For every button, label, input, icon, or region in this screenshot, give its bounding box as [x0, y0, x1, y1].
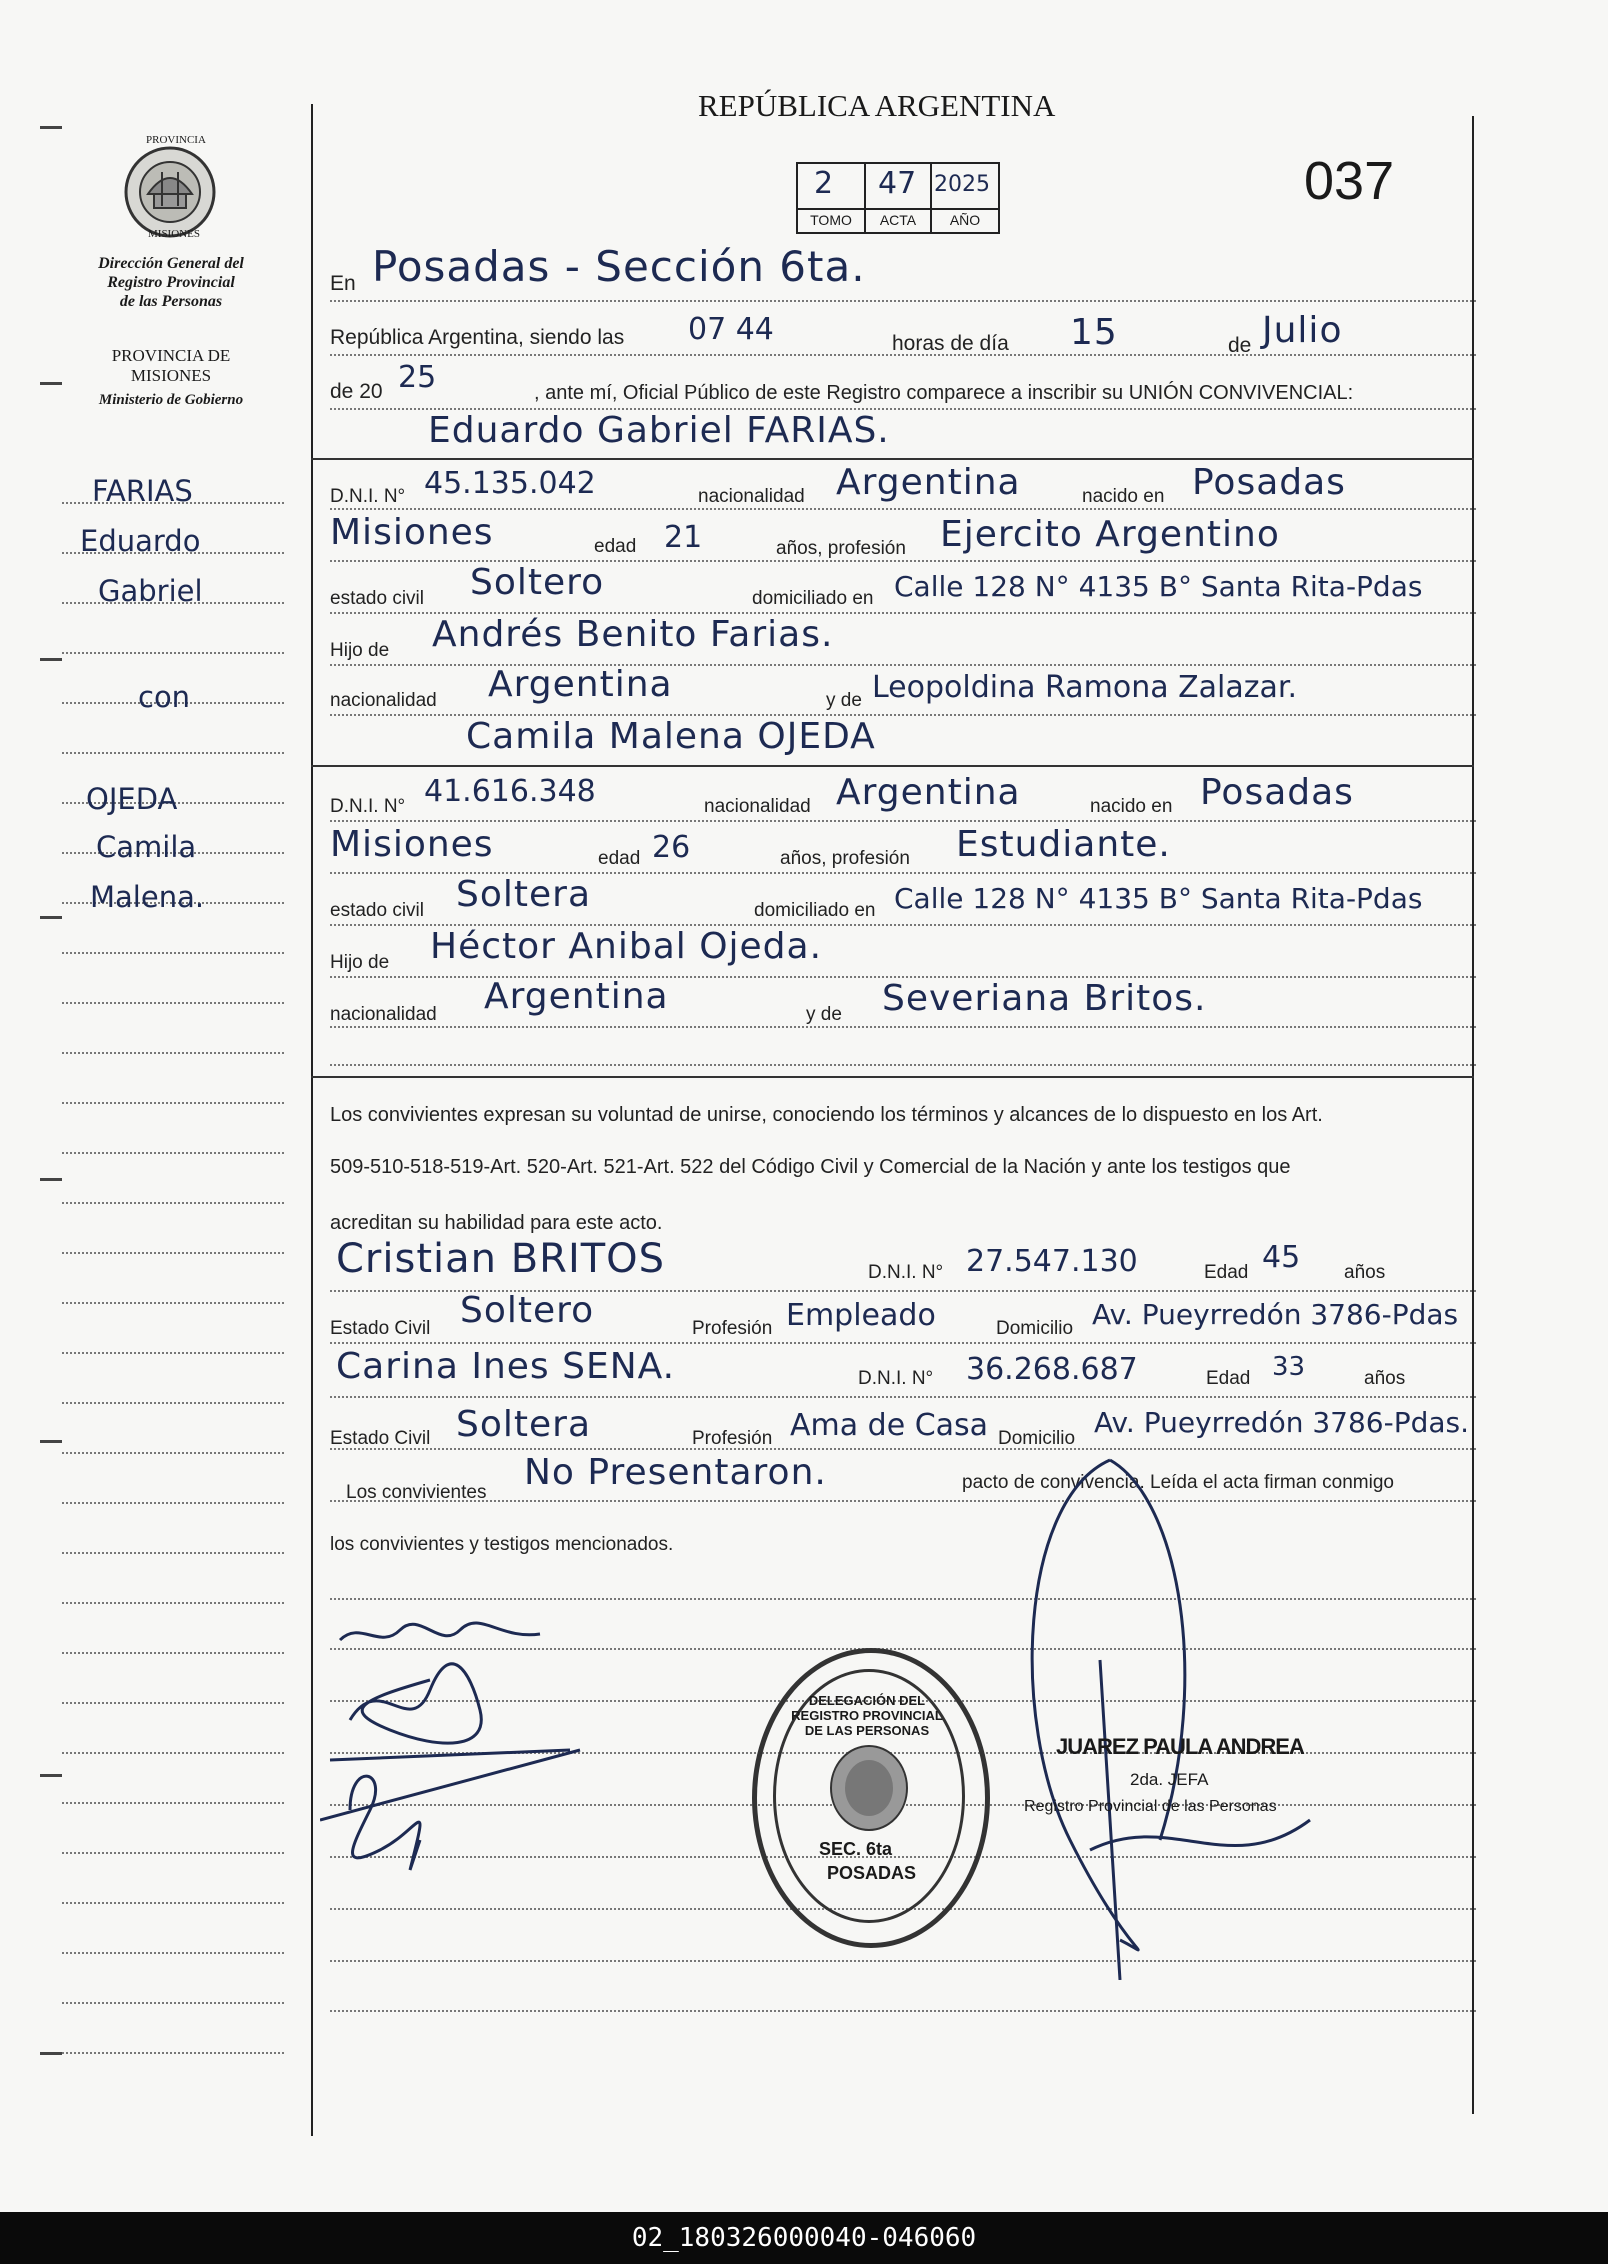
- dotted-line: [330, 820, 1476, 822]
- edad-label: edad: [594, 536, 637, 557]
- signatures: [320, 1610, 600, 1910]
- registration-hour: 07 44: [688, 312, 774, 347]
- binding-hole: [40, 382, 62, 385]
- person2-profession: Estudiante.: [956, 824, 1171, 865]
- margin-dotted-line: [62, 1602, 284, 1604]
- binding-hole: [40, 2052, 62, 2055]
- document-code: 02_180326000040-046060: [0, 2212, 1608, 2264]
- margin-dotted-line: [62, 1402, 284, 1404]
- person2-father: Héctor Anibal Ojeda.: [430, 926, 823, 967]
- witness1-age: 45: [1262, 1240, 1301, 1275]
- binding-hole: [40, 126, 62, 129]
- legal-text-line: 509-510-518-519-Art. 520-Art. 521-Art. 522 del Código Civil y Comercial de la Nación y ante los testigos que: [330, 1156, 1291, 1178]
- witness1-address: Av. Pueyrredón 3786-Pdas: [1092, 1298, 1459, 1331]
- registration-month: Julio: [1262, 310, 1343, 351]
- nacionalidad-label: nacionalidad: [330, 690, 437, 711]
- intro-clause: , ante mí, Oficial Público de este Registro comparece a inscribir su UNIÓN CONVIVENCIAL:: [534, 382, 1354, 404]
- dotted-line: [330, 1396, 1476, 1398]
- edad-label: Edad: [1204, 1262, 1249, 1283]
- edad-label: Edad: [1206, 1368, 1251, 1389]
- domicilio-label: Domicilio: [996, 1318, 1074, 1339]
- official-seal: [752, 1648, 990, 1948]
- section-divider: [311, 458, 1474, 460]
- binding-hole: [40, 1774, 62, 1777]
- nacionalidad-label: nacionalidad: [704, 796, 811, 817]
- official-signature: [1010, 1420, 1350, 1980]
- margin-dotted-line: [62, 1152, 284, 1154]
- anios-label: años: [1344, 1262, 1386, 1283]
- person2-mother: Severiana Britos.: [882, 978, 1207, 1019]
- y-de-label: y de: [806, 1004, 842, 1025]
- country-title: REPÚBLICA ARGENTINA: [698, 88, 1056, 123]
- witness2-name: Carina Ines SENA.: [336, 1346, 676, 1387]
- y-de-label: y de: [826, 690, 862, 711]
- margin-dotted-line: [62, 1802, 284, 1804]
- witness1-civil-status: Soltero: [460, 1290, 595, 1331]
- anio-value: 2025: [934, 172, 990, 197]
- margin-dotted-line: [62, 1752, 284, 1754]
- person1-civil-status: Soltero: [470, 562, 605, 603]
- margin-dotted-line: [62, 1052, 284, 1054]
- horas-label: horas de día: [892, 332, 1009, 355]
- anios-profesion-label: años, profesión: [780, 848, 910, 869]
- dni-label: D.N.I. N°: [330, 796, 406, 817]
- person1-name: Eduardo Gabriel FARIAS.: [428, 410, 890, 451]
- witness2-age: 33: [1272, 1352, 1306, 1382]
- official-office: Registro Provincial de las Personas: [1024, 1798, 1277, 1815]
- binding-hole: [40, 1178, 62, 1181]
- margin-note: Gabriel: [98, 574, 203, 608]
- margin-note: con: [138, 680, 191, 714]
- margin-dotted-line: [62, 1202, 284, 1204]
- margin-dotted-line: [62, 952, 284, 954]
- margin-dotted-line: [62, 1452, 284, 1454]
- margin-note: Malena.: [90, 880, 205, 914]
- agency-name: [60, 254, 282, 311]
- profesion-label: Profesión: [692, 1428, 773, 1449]
- pact-text: pacto de convivencia. Leída el acta firman conmigo: [962, 1472, 1394, 1493]
- binding-hole: [40, 916, 62, 919]
- province-line: MISIONES: [130, 366, 212, 385]
- coat-of-arms-emblem: [118, 132, 222, 244]
- margin-note: Camila: [96, 830, 197, 864]
- person1-birthplace-cont: Misiones: [330, 512, 494, 553]
- margin-dotted-line: [62, 1102, 284, 1104]
- nacido-en-label: nacido en: [1090, 796, 1173, 817]
- hijo-de-label: Hijo de: [330, 952, 390, 973]
- margin-dotted-line: [62, 1952, 284, 1954]
- person1-father-nationality: Argentina: [488, 664, 673, 705]
- acta-label: ACTA: [879, 212, 917, 228]
- domiciliado-en-label: domiciliado en: [752, 588, 874, 609]
- dni-label: D.N.I. N°: [330, 486, 406, 507]
- witness2-profession: Ama de Casa: [790, 1408, 989, 1443]
- dotted-line: [330, 508, 1476, 510]
- estado-civil-label: Estado Civil: [330, 1428, 431, 1449]
- domiciliado-en-label: domiciliado en: [754, 900, 876, 921]
- person2-civil-status: Soltera: [456, 874, 592, 915]
- convivientes-label: Los convivientes: [346, 1482, 487, 1503]
- de-label: de: [1228, 334, 1252, 357]
- witness1-dni: 27.547.130: [966, 1244, 1138, 1279]
- dotted-line: [330, 1064, 1476, 1066]
- person1-mother: Leopoldina Ramona Zalazar.: [872, 670, 1298, 705]
- margin-dotted-line: [62, 1252, 284, 1254]
- seal-city: POSADAS: [827, 1863, 917, 1883]
- anio-label: AÑO: [949, 212, 981, 228]
- witness2-dni: 36.268.687: [966, 1352, 1138, 1387]
- person2-name: Camila Malena OJEDA: [466, 716, 876, 757]
- person1-profession: Ejercito Argentino: [940, 514, 1280, 555]
- en-label: En: [330, 272, 356, 295]
- tomo-label: TOMO: [810, 212, 852, 228]
- nacionalidad-label: nacionalidad: [330, 1004, 437, 1025]
- person1-nationality: Argentina: [836, 462, 1021, 503]
- margin-dotted-line: [62, 2052, 284, 2054]
- republica-label: República Argentina, siendo las: [330, 326, 625, 349]
- person1-dni: 45.135.042: [424, 466, 596, 501]
- witness1-name: Cristian BRITOS: [336, 1236, 666, 1282]
- person2-birthplace-cont: Misiones: [330, 824, 494, 865]
- year-suffix: 25: [398, 360, 437, 395]
- official-role: 2da. JEFA: [1130, 1770, 1209, 1789]
- seal-sec: SEC. 6ta: [819, 1839, 893, 1859]
- seal-text: DELEGACIÓN DEL REGISTRO PROVINCIAL DE LAS PERSONAS: [791, 1693, 943, 1738]
- agency-line: Dirección General del: [98, 255, 244, 272]
- anios-label: años: [1364, 1368, 1406, 1389]
- province-name: [60, 346, 282, 386]
- anios-profesion-label: años, profesión: [776, 538, 906, 559]
- binding-hole: [40, 1440, 62, 1443]
- official-name: JUAREZ PAULA ANDREA: [1056, 1734, 1304, 1759]
- profesion-label: Profesión: [692, 1318, 773, 1339]
- witness2-civil-status: Soltera: [456, 1404, 592, 1445]
- left-frame-line: [311, 104, 313, 2136]
- dni-label: D.N.I. N°: [858, 1368, 934, 1389]
- emblem-bottom-text: MISIONES: [148, 228, 200, 240]
- registration-day: 15: [1070, 312, 1118, 353]
- closing-text: los convivientes y testigos mencionados.: [330, 1534, 674, 1555]
- margin-note: OJEDA: [86, 782, 178, 816]
- margin-dotted-line: [62, 1652, 284, 1654]
- tomo-acta-anio-box: [796, 162, 1000, 234]
- estado-civil-label: estado civil: [330, 588, 424, 609]
- margin-dotted-line: [62, 1302, 284, 1304]
- person2-nationality: Argentina: [836, 772, 1021, 813]
- dotted-line: [330, 1026, 1476, 1028]
- person2-dni: 41.616.348: [424, 774, 596, 809]
- binding-hole: [40, 658, 62, 661]
- seal-emblem-icon: [827, 1743, 911, 1833]
- witness2-address: Av. Pueyrredón 3786-Pdas.: [1094, 1406, 1470, 1439]
- margin-dotted-line: [62, 2002, 284, 2004]
- margin-dotted-line: [62, 1502, 284, 1504]
- margin-note: Eduardo: [80, 524, 201, 558]
- agency-line: Registro Provincial: [107, 274, 235, 291]
- margin-dotted-line: [62, 1552, 284, 1554]
- tomo-value: 2: [814, 166, 834, 201]
- record-number: 037: [1304, 151, 1395, 211]
- margin-dotted-line: [62, 1702, 284, 1704]
- dni-label: D.N.I. N°: [868, 1262, 944, 1283]
- registry-place: Posadas - Sección 6ta.: [372, 242, 866, 291]
- ministry-name: Ministerio de Gobierno: [98, 392, 244, 408]
- margin-note: FARIAS: [92, 474, 193, 508]
- margin-dotted-line: [62, 1352, 284, 1354]
- person1-father: Andrés Benito Farias.: [432, 614, 834, 655]
- section-divider: [311, 765, 1474, 767]
- margin-dotted-line: [62, 1852, 284, 1854]
- legal-text-line: acreditan su habilidad para este acto.: [330, 1212, 663, 1234]
- emblem-top-text: PROVINCIA: [146, 134, 206, 146]
- margin-dotted-line: [62, 652, 284, 654]
- margin-dotted-line: [62, 1902, 284, 1904]
- nacionalidad-label: nacionalidad: [698, 486, 805, 507]
- section-divider: [311, 1076, 1474, 1078]
- right-frame-line: [1472, 116, 1474, 2114]
- person2-address: Calle 128 N° 4135 B° Santa Rita-Pdas: [894, 882, 1423, 915]
- estado-civil-label: estado civil: [330, 900, 424, 921]
- acta-value: 47: [878, 166, 917, 201]
- domicilio-label: Domicilio: [998, 1428, 1076, 1449]
- person2-father-nationality: Argentina: [484, 976, 669, 1017]
- margin-dotted-line: [62, 1002, 284, 1004]
- pact-status: No Presentaron.: [524, 1452, 827, 1493]
- dotted-line: [330, 2010, 1476, 2012]
- person1-birthplace: Posadas: [1192, 462, 1346, 503]
- witness1-profession: Empleado: [786, 1298, 936, 1333]
- hijo-de-label: Hijo de: [330, 640, 390, 661]
- agency-line: de las Personas: [119, 293, 223, 310]
- person2-age: 26: [652, 830, 691, 865]
- dotted-line: [330, 300, 1476, 302]
- province-line: PROVINCIA DE: [111, 346, 231, 365]
- year-prefix: de 20: [330, 380, 383, 403]
- estado-civil-label: Estado Civil: [330, 1318, 431, 1339]
- legal-text-line: Los convivientes expresan su voluntad de unirse, conociendo los términos y alcances de lo dispuesto en los Art.: [330, 1104, 1323, 1126]
- person2-birthplace: Posadas: [1200, 772, 1354, 813]
- person1-age: 21: [664, 520, 703, 555]
- margin-dotted-line: [62, 752, 284, 754]
- edad-label: edad: [598, 848, 641, 869]
- dotted-line: [330, 1342, 1476, 1344]
- nacido-en-label: nacido en: [1082, 486, 1165, 507]
- person1-address: Calle 128 N° 4135 B° Santa Rita-Pdas: [894, 570, 1423, 603]
